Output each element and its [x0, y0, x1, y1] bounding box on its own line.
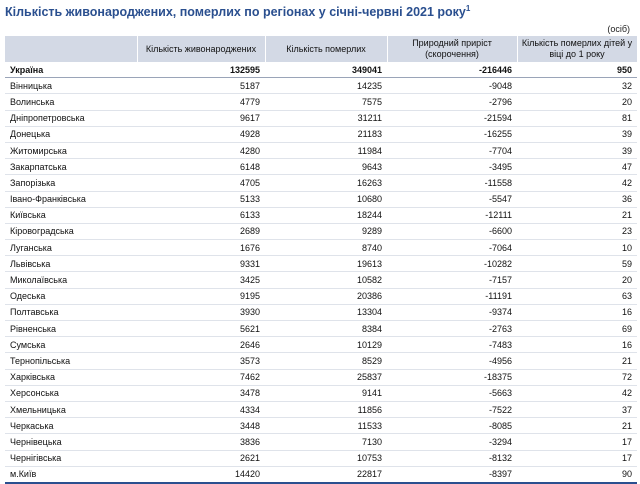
cell-deaths: 19613 [265, 256, 387, 272]
cell-natural-increase: -2763 [387, 321, 517, 337]
cell-region: Хмельницька [5, 401, 137, 417]
table-row [5, 434, 637, 450]
cell-births: 3930 [137, 304, 265, 320]
cell-births: 7462 [137, 369, 265, 385]
table-row [5, 304, 637, 320]
table-row [5, 159, 637, 175]
table-row [5, 223, 637, 239]
cell-births: 9331 [137, 256, 265, 272]
cell-deaths: 10129 [265, 337, 387, 353]
cell-region: Волинська [5, 94, 137, 110]
cell-natural-increase: -2796 [387, 94, 517, 110]
header-infant-deaths: Кількість померлих дітей у віці до 1 року [517, 36, 637, 62]
units-label: (осіб) [607, 24, 630, 34]
cell-region: Луганська [5, 240, 137, 256]
title-text: Кількість живонароджених, померлих по регіонах у січні-червні 2021 року [5, 5, 466, 20]
cell-natural-increase: -3495 [387, 159, 517, 175]
cell-region: Дніпропетровська [5, 110, 137, 126]
cell-natural-increase: -21594 [387, 110, 517, 126]
table-row [5, 240, 637, 256]
cell-deaths: 18244 [265, 207, 387, 223]
cell-deaths: 14235 [265, 78, 387, 94]
cell-deaths: 8529 [265, 353, 387, 369]
cell-natural-increase: -10282 [387, 256, 517, 272]
cell-natural-increase: -7522 [387, 401, 517, 417]
data-table [5, 36, 638, 484]
table-row [5, 450, 637, 466]
cell-births: 6133 [137, 207, 265, 223]
table-row [5, 385, 637, 401]
cell-natural-increase: -11191 [387, 288, 517, 304]
total-row [5, 62, 637, 78]
cell-region: Чернігівська [5, 450, 137, 466]
cell-infant-deaths: 20 [517, 94, 637, 110]
page-title [5, 4, 470, 19]
cell-births: 9617 [137, 110, 265, 126]
table-row [5, 110, 637, 126]
cell-natural-increase: -5547 [387, 191, 517, 207]
cell-infant-deaths: 17 [517, 434, 637, 450]
table-row [5, 272, 637, 288]
cell-region: Херсонська [5, 385, 137, 401]
cell-natural-increase: -18375 [387, 369, 517, 385]
cell-infant-deaths: 63 [517, 288, 637, 304]
cell-region: Кіровоградська [5, 223, 137, 239]
cell-region: Черкаська [5, 418, 137, 434]
cell-deaths: 10753 [265, 450, 387, 466]
cell-infant-deaths: 47 [517, 159, 637, 175]
table-row [5, 78, 637, 94]
cell-natural-increase: -3294 [387, 434, 517, 450]
title-footnote: 1 [465, 4, 471, 13]
cell-natural-increase: -12111 [387, 207, 517, 223]
cell-natural-increase: -5663 [387, 385, 517, 401]
cell-deaths: 13304 [265, 304, 387, 320]
cell-infant-deaths: 39 [517, 126, 637, 142]
header-births: Кількість живонароджених [137, 36, 265, 62]
cell-natural-increase: -9374 [387, 304, 517, 320]
cell-infant-deaths: 23 [517, 223, 637, 239]
table-row [5, 401, 637, 417]
cell-region: Запорізька [5, 175, 137, 191]
cell-region: Сумська [5, 337, 137, 353]
cell-deaths: 31211 [265, 110, 387, 126]
cell-births: 14420 [137, 466, 265, 483]
cell-infant-deaths: 37 [517, 401, 637, 417]
cell-births: 3448 [137, 418, 265, 434]
cell-births: 3478 [137, 385, 265, 401]
cell-deaths: 349041 [265, 62, 387, 78]
cell-infant-deaths: 20 [517, 272, 637, 288]
cell-infant-deaths: 16 [517, 304, 637, 320]
cell-natural-increase: -4956 [387, 353, 517, 369]
cell-region: Україна [5, 62, 137, 78]
cell-region: Полтавська [5, 304, 137, 320]
cell-infant-deaths: 17 [517, 450, 637, 466]
cell-natural-increase: -16255 [387, 126, 517, 142]
cell-natural-increase: -7064 [387, 240, 517, 256]
table-row [5, 207, 637, 223]
cell-deaths: 20386 [265, 288, 387, 304]
table-row [5, 126, 637, 142]
cell-births: 5133 [137, 191, 265, 207]
header-row [5, 36, 637, 62]
cell-births: 2689 [137, 223, 265, 239]
cell-natural-increase: -7157 [387, 272, 517, 288]
cell-infant-deaths: 16 [517, 337, 637, 353]
cell-deaths: 11984 [265, 142, 387, 158]
cell-births: 4280 [137, 142, 265, 158]
cell-births: 2646 [137, 337, 265, 353]
cell-births: 3836 [137, 434, 265, 450]
cell-natural-increase: -8085 [387, 418, 517, 434]
cell-region: м.Київ [5, 466, 137, 483]
cell-infant-deaths: 69 [517, 321, 637, 337]
cell-infant-deaths: 21 [517, 207, 637, 223]
cell-region: Житомирська [5, 142, 137, 158]
cell-deaths: 22817 [265, 466, 387, 483]
cell-births: 5621 [137, 321, 265, 337]
cell-deaths: 8740 [265, 240, 387, 256]
cell-region: Львівська [5, 256, 137, 272]
cell-region: Харківська [5, 369, 137, 385]
cell-natural-increase: -8397 [387, 466, 517, 483]
cell-infant-deaths: 21 [517, 353, 637, 369]
cell-births: 4705 [137, 175, 265, 191]
cell-deaths: 7575 [265, 94, 387, 110]
cell-deaths: 9141 [265, 385, 387, 401]
cell-deaths: 21183 [265, 126, 387, 142]
cell-infant-deaths: 72 [517, 369, 637, 385]
cell-infant-deaths: 42 [517, 385, 637, 401]
cell-births: 4928 [137, 126, 265, 142]
cell-infant-deaths: 42 [517, 175, 637, 191]
cell-region: Одеська [5, 288, 137, 304]
table-row [5, 94, 637, 110]
cell-region: Закарпатська [5, 159, 137, 175]
table-row [5, 256, 637, 272]
table-row [5, 191, 637, 207]
header-region [5, 36, 137, 62]
cell-deaths: 9643 [265, 159, 387, 175]
table-row [5, 288, 637, 304]
cell-births: 1676 [137, 240, 265, 256]
header-deaths: Кількість померлих [265, 36, 387, 62]
cell-region: Тернопільська [5, 353, 137, 369]
cell-natural-increase: -7704 [387, 142, 517, 158]
cell-infant-deaths: 59 [517, 256, 637, 272]
cell-region: Рівненська [5, 321, 137, 337]
cell-deaths: 8384 [265, 321, 387, 337]
cell-infant-deaths: 21 [517, 418, 637, 434]
cell-births: 6148 [137, 159, 265, 175]
cell-deaths: 16263 [265, 175, 387, 191]
cell-region: Чернівецька [5, 434, 137, 450]
cell-deaths: 25837 [265, 369, 387, 385]
cell-region: Київська [5, 207, 137, 223]
cell-deaths: 10680 [265, 191, 387, 207]
cell-region: Миколаївська [5, 272, 137, 288]
cell-infant-deaths: 32 [517, 78, 637, 94]
cell-infant-deaths: 81 [517, 110, 637, 126]
cell-births: 3573 [137, 353, 265, 369]
cell-natural-increase: -8132 [387, 450, 517, 466]
cell-infant-deaths: 10 [517, 240, 637, 256]
cell-infant-deaths: 36 [517, 191, 637, 207]
table-row [5, 353, 637, 369]
cell-infant-deaths: 39 [517, 142, 637, 158]
cell-births: 132595 [137, 62, 265, 78]
table-row [5, 418, 637, 434]
header-natural-increase: Природний приріст (скорочення) [387, 36, 517, 62]
cell-births: 4334 [137, 401, 265, 417]
cell-natural-increase: -11558 [387, 175, 517, 191]
cell-deaths: 11856 [265, 401, 387, 417]
cell-natural-increase: -216446 [387, 62, 517, 78]
cell-region: Вінницька [5, 78, 137, 94]
cell-births: 4779 [137, 94, 265, 110]
cell-natural-increase: -7483 [387, 337, 517, 353]
cell-region: Івано-Франківська [5, 191, 137, 207]
cell-births: 2621 [137, 450, 265, 466]
cell-region: Донецька [5, 126, 137, 142]
cell-births: 5187 [137, 78, 265, 94]
table-row [5, 175, 637, 191]
cell-infant-deaths: 950 [517, 62, 637, 78]
table-row [5, 369, 637, 385]
table-row [5, 142, 637, 158]
cell-infant-deaths: 90 [517, 466, 637, 483]
cell-deaths: 9289 [265, 223, 387, 239]
cell-deaths: 7130 [265, 434, 387, 450]
table-row [5, 466, 637, 483]
cell-births: 3425 [137, 272, 265, 288]
cell-births: 9195 [137, 288, 265, 304]
cell-deaths: 10582 [265, 272, 387, 288]
cell-natural-increase: -9048 [387, 78, 517, 94]
cell-natural-increase: -6600 [387, 223, 517, 239]
table-row [5, 337, 637, 353]
table-row [5, 321, 637, 337]
cell-deaths: 11533 [265, 418, 387, 434]
